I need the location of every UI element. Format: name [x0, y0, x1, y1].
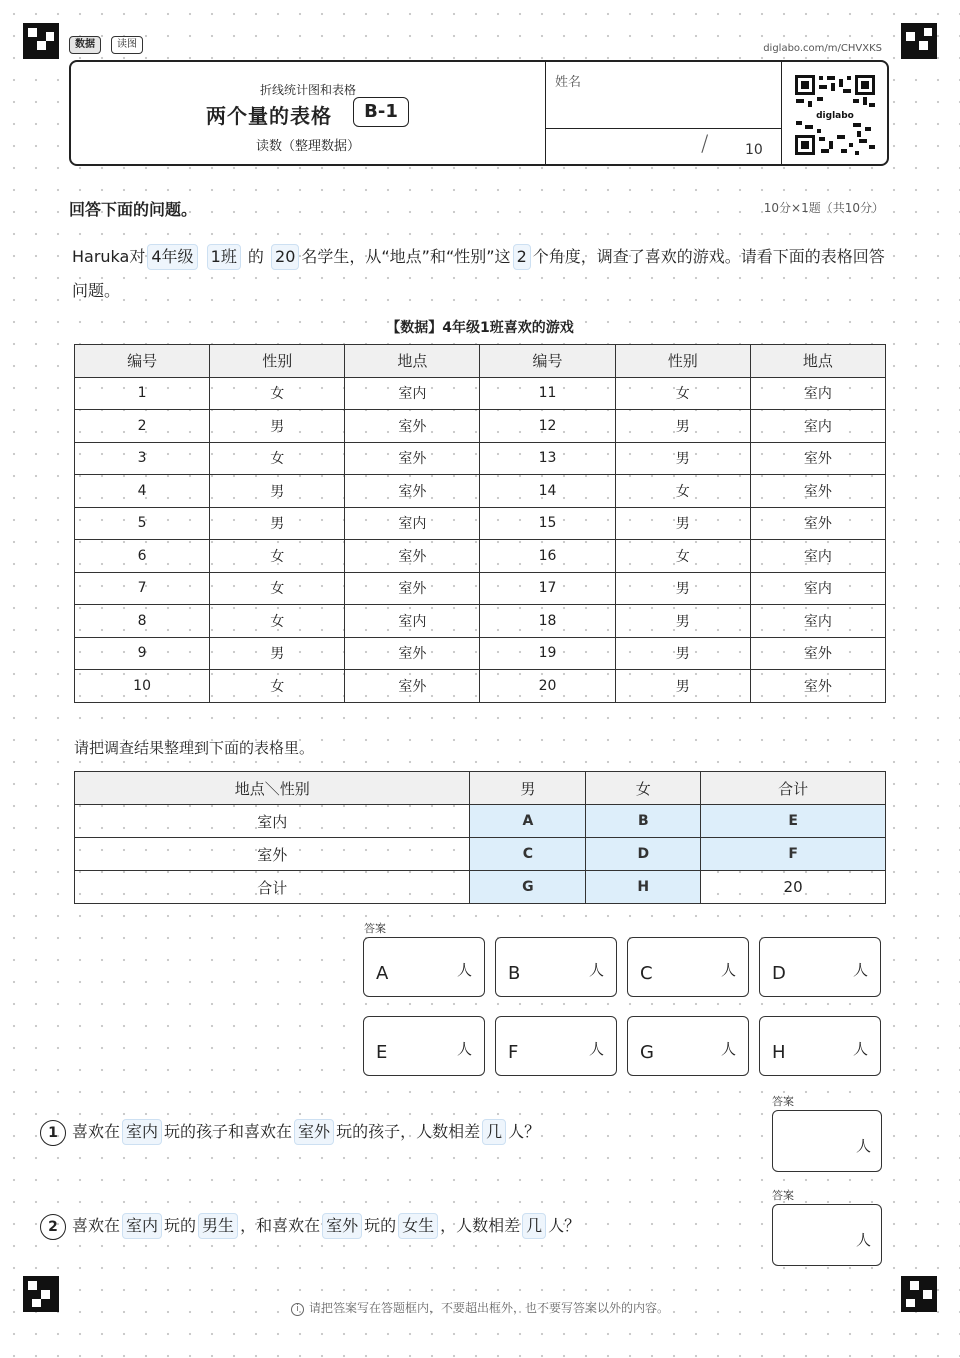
blank-cell: E — [701, 805, 886, 838]
table-cell: 室外 — [345, 670, 480, 703]
table-cell: 男 — [615, 507, 750, 540]
answer-label: 答案 — [772, 1189, 794, 1202]
score-slash: / — [701, 132, 709, 157]
page-title: 两个量的表格 — [206, 104, 332, 128]
problem-text: 的 — [247, 247, 264, 266]
table-row — [75, 377, 886, 410]
table-cell: 室外 — [345, 540, 480, 573]
table-cell: 女 — [210, 442, 345, 475]
table-cell: 女 — [615, 475, 750, 508]
table-cell: 室内 — [345, 377, 480, 410]
table-cell: 男 — [210, 637, 345, 670]
header-subtitle: 折线统计图和表格 — [259, 83, 356, 97]
tag-data: 数据 — [69, 36, 101, 54]
problem-text: 个角度，调查了喜欢的游戏。请看下面的表格回答问题。 — [72, 247, 885, 300]
table-cell: 室内 — [345, 605, 480, 638]
highlight: 室内 — [122, 1213, 162, 1239]
qr-code-icon — [793, 73, 877, 157]
tag-read-chart: 读图 — [111, 36, 143, 54]
unit-label: 人 — [588, 961, 604, 979]
table-cell: 男 — [615, 605, 750, 638]
table-cell: 男 — [210, 507, 345, 540]
answer-box-b[interactable] — [495, 937, 617, 997]
table-cell: 13 — [480, 442, 615, 475]
answer-letter: A — [376, 963, 389, 984]
answer-box-h[interactable] — [759, 1016, 881, 1076]
answer-box-q2[interactable] — [772, 1204, 882, 1266]
blank-cell: G — [470, 871, 586, 904]
table-cell: 男 — [615, 670, 750, 703]
table-cell: 9 — [75, 637, 210, 670]
table-cell: 室外 — [750, 637, 885, 670]
table-cell: 4 — [75, 475, 210, 508]
column-header: 地点 — [750, 345, 885, 378]
info-icon: i — [291, 1303, 304, 1316]
total-cell: 20 — [701, 871, 886, 904]
table-cell: 女 — [210, 377, 345, 410]
blank-cell: D — [586, 838, 701, 871]
table-cell: 女 — [210, 572, 345, 605]
question-1: 1 喜欢在 室内 玩的孩子和喜欢在 室外 玩的孩子，人数相差 几 人？ — [40, 1117, 540, 1147]
answer-letter: H — [772, 1042, 786, 1063]
table-row — [75, 475, 886, 508]
unit-label: 人 — [852, 1040, 868, 1058]
table-cell: 3 — [75, 442, 210, 475]
table-cell: 男 — [210, 475, 345, 508]
worksheet-url: diglabo.com/m/CHVXKS — [763, 43, 882, 54]
qr-brand-text: diglabo — [816, 111, 854, 121]
table-cell: 室外 — [345, 442, 480, 475]
table-row — [75, 670, 886, 703]
question-number: 2 — [40, 1214, 66, 1240]
score-max: 10 — [745, 142, 763, 158]
table-cell: 室外 — [750, 507, 885, 540]
answer-letter: D — [772, 963, 786, 984]
table-cell: 7 — [75, 572, 210, 605]
table-cell: 室外 — [750, 475, 885, 508]
answer-box-d[interactable] — [759, 937, 881, 997]
blank-cell: C — [470, 838, 586, 871]
answer-letter: F — [508, 1042, 519, 1063]
table-row — [75, 572, 886, 605]
table-cell: 18 — [480, 605, 615, 638]
footer-text: 请把答案写在答题框内，不要超出框外，也不要写答案以外的内容。 — [308, 1301, 669, 1315]
row-header: 室外 — [75, 838, 470, 871]
column-header: 男 — [470, 772, 586, 805]
table-cell: 15 — [480, 507, 615, 540]
table-cell: 男 — [615, 410, 750, 443]
table-cell: 16 — [480, 540, 615, 573]
unit-label: 人 — [852, 961, 868, 979]
points-info: 10分×1题（共10分） — [763, 201, 884, 215]
highlight: 几 — [482, 1119, 506, 1145]
highlight: 室内 — [122, 1119, 162, 1145]
table-cell: 室内 — [750, 540, 885, 573]
header-subtitle-2: 读数（整理数据） — [255, 139, 360, 154]
table-cell: 室外 — [750, 442, 885, 475]
summary-table — [74, 771, 886, 904]
table-cell: 室内 — [750, 410, 885, 443]
problem-text: 名学生，从“地点”和“性别”这 — [301, 247, 511, 266]
table-cell: 室外 — [345, 637, 480, 670]
table-cell: 2 — [75, 410, 210, 443]
problem-text: Haruka对 — [72, 247, 146, 266]
problem-statement — [72, 240, 892, 308]
unit-label: 人 — [720, 1040, 736, 1058]
answer-box-c[interactable] — [627, 937, 749, 997]
table-row — [75, 540, 886, 573]
table-cell: 女 — [615, 540, 750, 573]
highlight-grade: 4年级 — [147, 244, 197, 270]
unit-label: 人 — [456, 1040, 472, 1058]
highlight-count: 20 — [271, 244, 299, 270]
name-field[interactable]: 姓名 — [555, 75, 582, 90]
table-cell: 19 — [480, 637, 615, 670]
table-cell: 17 — [480, 572, 615, 605]
corner-marker-top-left — [23, 23, 59, 59]
table-cell: 20 — [480, 670, 615, 703]
unit-label: 人 — [720, 961, 736, 979]
highlight: 室外 — [322, 1213, 362, 1239]
table-cell: 室内 — [750, 605, 885, 638]
unit-label: 人 — [588, 1040, 604, 1058]
table-cell: 室外 — [750, 670, 885, 703]
table-cell: 室外 — [345, 572, 480, 605]
answer-box-g[interactable] — [627, 1016, 749, 1076]
table-cell: 女 — [210, 540, 345, 573]
table-cell: 室外 — [345, 475, 480, 508]
table-cell: 6 — [75, 540, 210, 573]
row-header: 合计 — [75, 871, 470, 904]
table-cell: 男 — [615, 442, 750, 475]
table-cell: 1 — [75, 377, 210, 410]
table-row — [75, 605, 886, 638]
level-badge: B-1 — [353, 97, 409, 127]
section-title: 回答下面的问题。 — [69, 200, 198, 219]
blank-cell: A — [470, 805, 586, 838]
highlight: 室外 — [294, 1119, 334, 1145]
table-row — [75, 805, 886, 838]
table-cell: 男 — [615, 572, 750, 605]
column-header: 编号 — [75, 345, 210, 378]
row-header: 室内 — [75, 805, 470, 838]
footer-note — [0, 1299, 960, 1316]
column-header: 合计 — [701, 772, 886, 805]
highlight: 女生 — [398, 1213, 438, 1239]
column-header: 女 — [586, 772, 701, 805]
unit-label: 人 — [855, 1137, 871, 1155]
highlight-angles: 2 — [513, 244, 531, 270]
answer-letter: B — [508, 963, 521, 984]
blank-cell: B — [586, 805, 701, 838]
table-cell: 12 — [480, 410, 615, 443]
column-header: 编号 — [480, 345, 615, 378]
answer-letter: E — [376, 1042, 388, 1063]
answer-box-e[interactable] — [363, 1016, 485, 1076]
table-row — [75, 871, 886, 904]
highlight: 几 — [522, 1213, 546, 1239]
table-cell: 男 — [210, 410, 345, 443]
highlight: 男生 — [198, 1213, 238, 1239]
table-row — [75, 507, 886, 540]
unit-label: 人 — [456, 961, 472, 979]
question-2: 2 喜欢在 室内 玩的 男生 ，和喜欢在 室外 玩的 女生 ，人数相差 几 人？ — [40, 1211, 580, 1241]
unit-label: 人 — [855, 1231, 871, 1249]
table-cell: 室外 — [345, 410, 480, 443]
table-cell: 室内 — [750, 572, 885, 605]
table-cell: 8 — [75, 605, 210, 638]
answer-letter: G — [640, 1042, 654, 1063]
table-cell: 室内 — [750, 377, 885, 410]
answer-box-a[interactable] — [363, 937, 485, 997]
question-number: 1 — [40, 1120, 66, 1146]
table-caption: 【数据】4年级1班喜欢的游戏 — [386, 320, 574, 336]
table-cell: 男 — [615, 637, 750, 670]
table-cell: 10 — [75, 670, 210, 703]
table-cell: 女 — [210, 670, 345, 703]
column-header: 性别 — [615, 345, 750, 378]
answer-letter: C — [640, 963, 653, 984]
answer-box-f[interactable] — [495, 1016, 617, 1076]
answer-label: 答案 — [772, 1095, 794, 1108]
table-cell: 11 — [480, 377, 615, 410]
table-cell: 女 — [210, 605, 345, 638]
answer-box-q1[interactable] — [772, 1110, 882, 1172]
worksheet-header — [69, 60, 889, 166]
survey-data-table — [74, 344, 886, 703]
instruction-text: 请把调查结果整理到下面的表格里。 — [74, 739, 315, 757]
table-row — [75, 442, 886, 475]
answer-label: 答案 — [364, 922, 386, 935]
corner-marker-top-right — [901, 23, 937, 59]
blank-cell: H — [586, 871, 701, 904]
highlight-class: 1班 — [207, 244, 241, 270]
table-cell: 14 — [480, 475, 615, 508]
blank-cell: F — [701, 838, 886, 871]
column-header: 性别 — [210, 345, 345, 378]
table-cell: 女 — [615, 377, 750, 410]
table-row — [75, 410, 886, 443]
table-row — [75, 838, 886, 871]
column-header: 地点＼性别 — [75, 772, 470, 805]
column-header: 地点 — [345, 345, 480, 378]
table-cell: 室内 — [345, 507, 480, 540]
table-row — [75, 637, 886, 670]
table-cell: 5 — [75, 507, 210, 540]
